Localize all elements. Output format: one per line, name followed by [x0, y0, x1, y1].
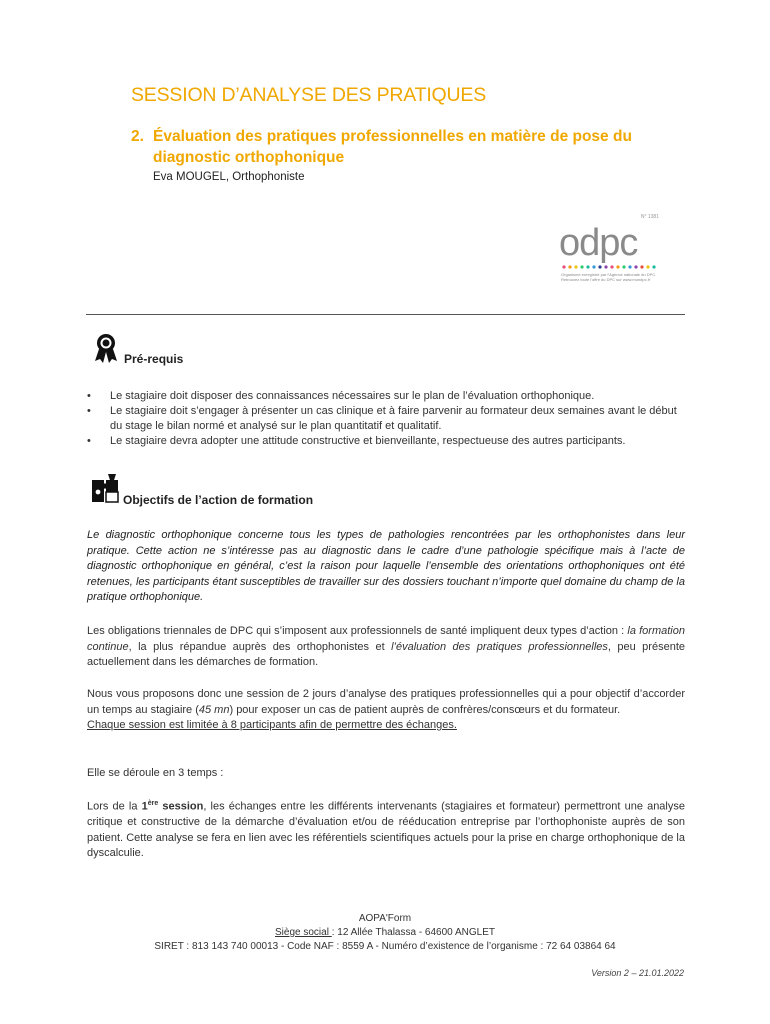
award-ribbon-icon	[91, 332, 123, 364]
logo-number: N° 1381	[640, 214, 659, 220]
objectifs-paragraph-temps: Elle se déroule en 3 temps :	[87, 767, 224, 779]
objectifs-heading: Objectifs de l’action de formation	[123, 493, 314, 507]
subtitle-line-2: diagnostic orthophonique	[153, 149, 345, 166]
text-run: , les échanges entre les différents intervenants (stagiaires et formateur) permettront une analyse critique et constructive de la démarche d’évaluation et/ou de rééducation entreprise par l’orthophoniste auprès de son patient. Cette analyse se fera en lien avec les référentiels scientifiques actuels pour la prise en charge orthophonique de la dyscalculie.	[87, 800, 685, 860]
text-run-bold: session	[158, 800, 204, 813]
text-run: Nous vous proposons donc une session de 2 jours d’analyse des pratiques professionnelles qui a pour objectif d’accorder un temps au stagiaire (	[87, 688, 685, 716]
prerequis-list	[87, 389, 687, 449]
footer-siege-value: : 12 Allée Thalassa - 64600 ANGLET	[331, 927, 495, 938]
prerequis-heading: Pré-requis	[124, 352, 184, 366]
footer-siret: SIRET : 813 143 740 00013 - Code NAF : 8559 A - Numéro d’existence de l’organisme : 72 64 03864 64	[154, 941, 616, 952]
subtitle-line-1: Évaluation des pratiques professionnelles en matière de pose du	[153, 128, 632, 145]
text-run-superscript: ère	[147, 800, 159, 807]
objectifs-paragraph-dpc	[87, 624, 685, 671]
text-run: Lors de la	[87, 800, 142, 813]
logo-wordmark: odpc	[559, 222, 638, 264]
text-run: Les obligations triennales de DPC qui s’imposent aux professionnels de santé impliquent deux types d’action :	[87, 625, 628, 637]
puzzle-icon	[90, 474, 120, 504]
text-run: , la plus répandue auprès des orthophonistes et	[128, 640, 392, 653]
objectifs-paragraph-session	[87, 687, 685, 734]
list-item: • Le stagiaire devra adopter une attitude constructive et bienveillante, respectueuse des autres participants.	[87, 434, 687, 449]
objectifs-paragraph-first-session	[87, 796, 685, 862]
text-run-italic: l’évaluation des pratiques professionnelles	[391, 640, 608, 653]
header-divider	[86, 314, 685, 315]
text-run-bold: 1	[141, 800, 148, 813]
participant-limit-text: Chaque session est limitée à 8 participants afin de permettre des échanges.	[87, 719, 457, 731]
document-subtitle	[131, 126, 686, 168]
footer	[0, 912, 770, 954]
list-item: • Le stagiaire doit s’engager à présenter un cas clinique et à faire parvenir au formateur deux semaines avant le début du stage le bilan normé et analysé sur le plan quantitatif et qualitatif.	[87, 404, 687, 434]
author-line: Eva MOUGEL, Orthophoniste	[153, 171, 305, 183]
logo-dots	[561, 264, 661, 270]
list-item: • Le stagiaire doit disposer des connaissances nécessaires sur le plan de l’évaluation orthophonique.	[87, 389, 687, 404]
footer-siege	[0, 926, 770, 940]
version-label: Version 2 – 21.01.2022	[591, 968, 684, 978]
footer-org: AOPA'Form	[358, 913, 412, 924]
document-title: SESSION D’ANALYSE DES PRATIQUES	[131, 84, 487, 106]
text-run: , peu présente actuellement dans les démarches de formation.	[87, 640, 685, 668]
objectifs-intro: Le diagnostic orthophonique concerne tous les types de pathologies rencontrées par les orthophonistes dans leur pratique. Cette action ne s’intéresse pas au diagnostic dans le cadre d’une pathologie spécifique mais à l’acte de diagnostic orthophonique en général, c’est la raison pour laquelle l’ensemble des orientations orthophoniques ont été retenues, les participants étant susceptibles de travailler sur des dossiers touchant n’importe quel domaine du champ de la pratique orthophonique.	[87, 529, 685, 603]
subtitle-number: 2.	[131, 128, 144, 145]
odpc-logo	[555, 212, 685, 292]
logo-note: Organisme enregistré par l'Agence nationale du DPC. Retrouvez toute l'offre du DPC sur www.mondpc.fr	[561, 272, 657, 282]
text-run-italic: 45 mn	[198, 703, 230, 716]
text-run: ) pour exposer un cas de patient auprès de confrères/consœurs et du formateur.	[229, 703, 621, 716]
text-run-italic: la formation continue	[87, 625, 685, 653]
footer-siege-label: Siège social	[275, 927, 332, 938]
